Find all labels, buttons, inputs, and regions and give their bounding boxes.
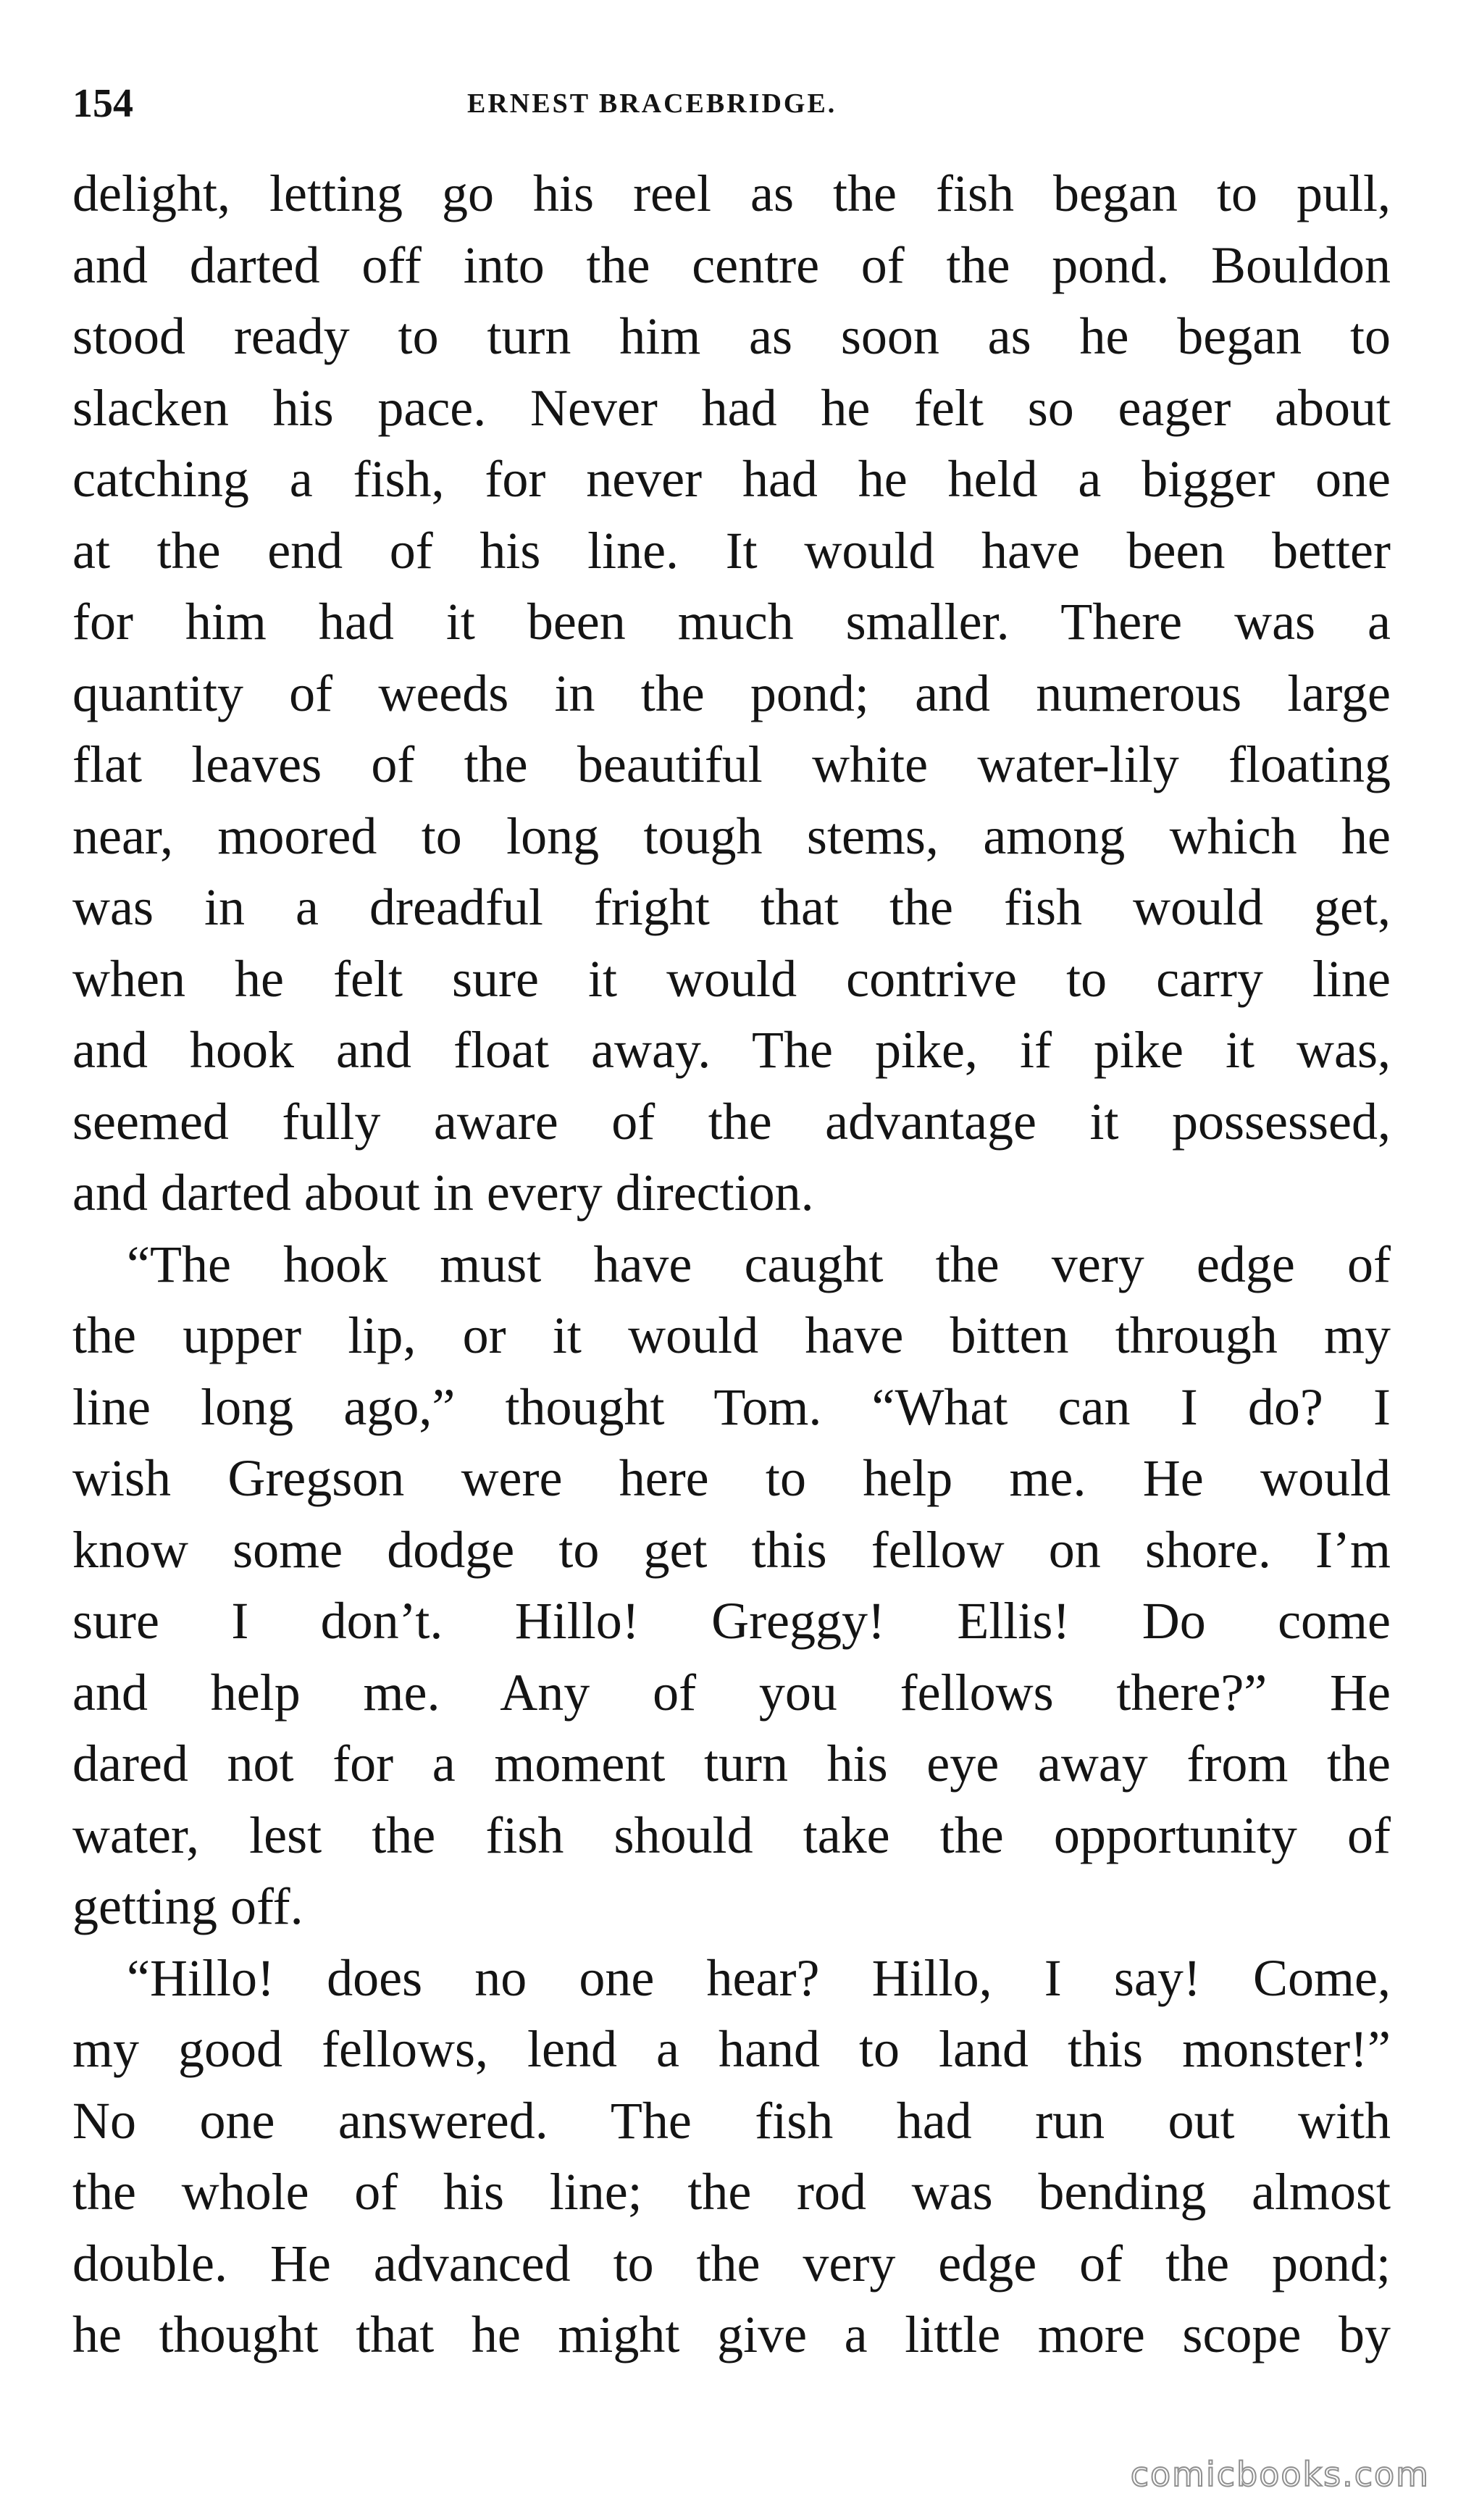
text-line: was in a dreadful fright that the fish would get,	[72, 878, 1391, 936]
text-line: know some dodge to get this fellow on shore. I’m	[72, 1520, 1391, 1579]
text-line: and darted off into the centre of the pond. Bouldon	[72, 235, 1391, 294]
running-head	[72, 71, 1391, 136]
text-line: No one answered. The fish had run out with	[72, 2091, 1391, 2150]
text-line: the upper lip, or it would have bitten through my	[72, 1306, 1391, 1364]
text-line: at the end of his line. It would have been better	[72, 521, 1391, 580]
paragraph-end-line: and darted about in every direction.	[72, 1164, 814, 1222]
text-line: and help me. Any of you fellows there?” He	[72, 1663, 1391, 1722]
text-line: slacken his pace. Never had he felt so eager about	[72, 378, 1391, 437]
text-line: delight, letting go his reel as the fish began to pull,	[72, 164, 1391, 222]
paragraph-first-line: “Hillo! does no one hear? Hillo, I say! Come,	[127, 1948, 1391, 2007]
text-line: the whole of his line; the rod was bending almost	[72, 2163, 1391, 2221]
page-number: 154	[72, 81, 133, 126]
text-line: water, lest the fish should take the opportunity of	[72, 1806, 1391, 1864]
text-line: flat leaves of the beautiful white water-lily floating	[72, 735, 1391, 793]
text-line: and hook and float away. The pike, if pike it was,	[72, 1021, 1391, 1079]
watermark: comicbooks.com	[1130, 2455, 1430, 2494]
text-line: he thought that he might give a little more scope by	[72, 2306, 1391, 2363]
text-line: catching a fish, for never had he held a bigger one	[72, 450, 1391, 508]
running-title: ERNEST BRACEBRIDGE.	[467, 88, 837, 119]
text-line: near, moored to long tough stems, among which he	[72, 806, 1391, 865]
text-line: dared not for a moment turn his eye away from the	[72, 1735, 1391, 1793]
text-line: wish Gregson were here to help me. He would	[72, 1449, 1391, 1507]
text-line: stood ready to turn him as soon as he began to	[72, 307, 1391, 365]
body-text	[72, 158, 1391, 2371]
text-line: my good fellows, lend a hand to land this monster!”	[72, 2020, 1391, 2078]
text-line: seemed fully aware of the advantage it possessed,	[72, 1092, 1391, 1151]
text-line: when he felt sure it would contrive to carry line	[72, 949, 1391, 1008]
paragraph-first-line: “The hook must have caught the very edge of	[127, 1235, 1391, 1293]
text-line: sure I don’t. Hillo! Greggy! Ellis! Do come	[72, 1592, 1391, 1650]
text-line: quantity of weeds in the pond; and numerous large	[72, 664, 1391, 722]
text-line: line long ago,” thought Tom. “What can I do? I	[72, 1377, 1391, 1436]
text-line: for him had it been much smaller. There was a	[72, 593, 1391, 651]
text-line: double. He advanced to the very edge of the pond;	[72, 2234, 1391, 2292]
paragraph-end-line: getting off.	[72, 1877, 303, 1935]
